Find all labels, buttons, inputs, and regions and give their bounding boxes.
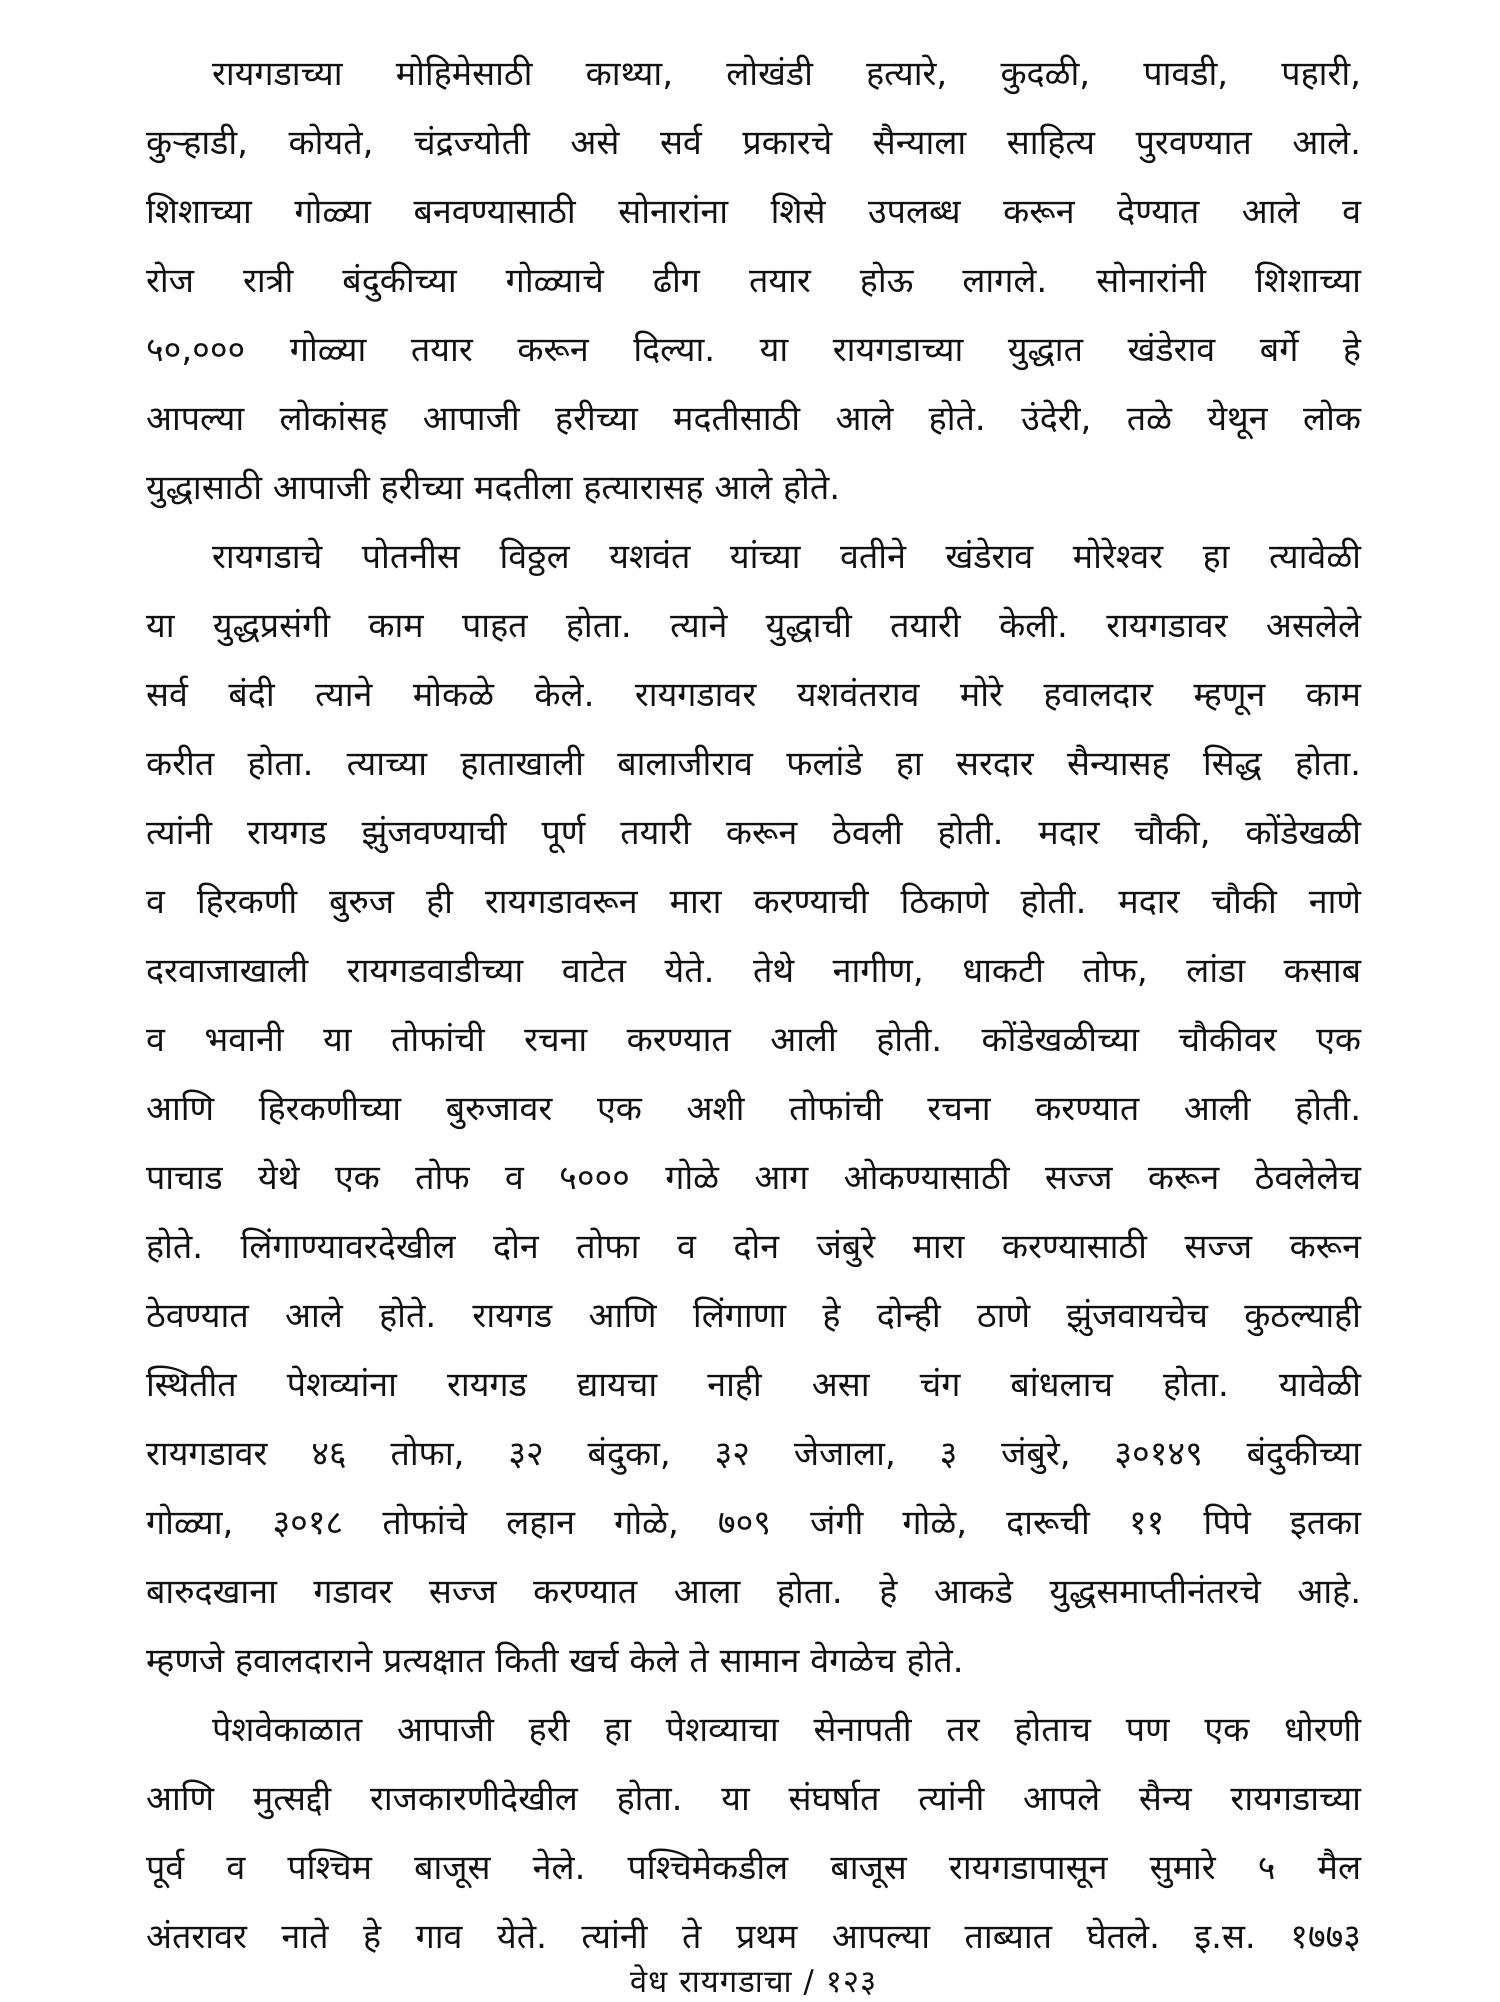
paragraph-3 (146, 1696, 1361, 1972)
text-line: गोळ्या, ३०१८ तोफांचे लहान गोळे, ७०९ जंगी गोळे, दारूची ११ पिपे इतका (146, 1503, 1361, 1543)
text-line: म्हणजे हवालदाराने प्रत्यक्षात किती खर्च केले ते सामान वेगळेच होते. (146, 1641, 964, 1681)
text-line: आणि मुत्सद्दी राजकारणीदेखील होता. या संघर्षात त्यांनी आपले सैन्य रायगडाच्या (146, 1779, 1361, 1819)
text-line: व हिरकणी बुरुज ही रायगडावरून मारा करण्याची ठिकाणे होती. मदार चौकी नाणे (146, 882, 1361, 922)
text-line: सर्व बंदी त्याने मोकळे केले. रायगडावर यशवंतराव मोरे हवालदार म्हणून काम (146, 675, 1361, 715)
text-line: अंतरावर नाते हे गाव येते. त्यांनी ते प्रथम आपल्या ताब्यात घेतले. इ.स. १७७३ (146, 1917, 1361, 1957)
text-line: होते. लिंगाण्यावरदेखील दोन तोफा व दोन जंबुरे मारा करण्यासाठी सज्ज करून (146, 1227, 1361, 1267)
text-line: करीत होता. त्याच्या हाताखाली बालाजीराव फलांडे हा सरदार सैन्यासह सिद्ध होता. (146, 744, 1361, 784)
text-line: पूर्व व पश्चिम बाजूस नेले. पश्चिमेकडील बाजूस रायगडापासून सुमारे ५ मैल (146, 1848, 1361, 1888)
text-line: त्यांनी रायगड झुंजवण्याची पूर्ण तयारी करून ठेवली होती. मदार चौकी, कोंडेखळी (146, 813, 1361, 853)
paragraph-1 (146, 40, 1361, 523)
text-line: रायगडाच्या मोहिमेसाठी काथ्या, लोखंडी हत्यारे, कुदळी, पावडी, पहारी, (212, 54, 1361, 94)
text-line: शिशाच्या गोळ्या बनवण्यासाठी सोनारांना शिसे उपलब्ध करून देण्यात आले व (146, 192, 1361, 232)
text-line: या युद्धप्रसंगी काम पाहत होता. त्याने युद्धाची तयारी केली. रायगडावर असलेले (146, 606, 1361, 646)
text-line: दरवाजाखाली रायगडवाडीच्या वाटेत येते. तेथे नागीण, धाकटी तोफ, लांडा कसाब (146, 951, 1361, 991)
text-line: आपल्या लोकांसह आपाजी हरीच्या मदतीसाठी आले होते. उंदेरी, तळे येथून लोक (146, 399, 1361, 439)
text-line: व भवानी या तोफांची रचना करण्यात आली होती. कोंडेखळीच्या चौकीवर एक (146, 1020, 1361, 1060)
text-line: रायगडाचे पोतनीस विठ्ठल यशवंत यांच्या वतीने खंडेराव मोरेश्वर हा त्यावेळी (212, 537, 1361, 577)
text-line: कुऱ्हाडी, कोयते, चंद्रज्योती असे सर्व प्रकारचे सैन्याला साहित्य पुरवण्यात आले. (146, 123, 1361, 163)
text-line: ५०,००० गोळ्या तयार करून दिल्या. या रायगडाच्या युद्धात खंडेराव बर्गे हे (146, 330, 1361, 370)
text-line: बारुदखाना गडावर सज्ज करण्यात आला होता. हे आकडे युद्धसमाप्तीनंतरचे आहे. (146, 1572, 1361, 1612)
text-line: रायगडावर ४६ तोफा, ३२ बंदुका, ३२ जेजाला, ३ जंबुरे, ३०१४९ बंदुकीच्या (146, 1434, 1361, 1474)
text-line: स्थितीत पेशव्यांना रायगड द्यायचा नाही असा चंग बांधलाच होता. यावेळी (146, 1365, 1361, 1405)
text-line: पेशवेकाळात आपाजी हरी हा पेशव्याचा सेनापती तर होताच पण एक धोरणी (212, 1710, 1361, 1750)
text-line: आणि हिरकणीच्या बुरुजावर एक अशी तोफांची रचना करण्यात आली होती. (146, 1089, 1361, 1129)
paragraph-2 (146, 523, 1361, 1696)
text-line: पाचाड येथे एक तोफ व ५००० गोळे आग ओकण्यासाठी सज्ज करून ठेवलेलेच (146, 1158, 1361, 1198)
page-footer: वेध रायगडाचा / १२३ (629, 1964, 878, 2000)
page-body (146, 40, 1361, 1972)
book-page (146, 40, 1361, 2000)
text-line: ठेवण्यात आले होते. रायगड आणि लिंगाणा हे दोन्ही ठाणे झुंजवायचेच कुठल्याही (146, 1296, 1361, 1336)
text-line: रोज रात्री बंदुकीच्या गोळ्याचे ढीग तयार होऊ लागले. सोनारांनी शिशाच्या (146, 261, 1361, 301)
text-line: युद्धासाठी आपाजी हरीच्या मदतीला हत्यारासह आले होते. (146, 468, 841, 508)
